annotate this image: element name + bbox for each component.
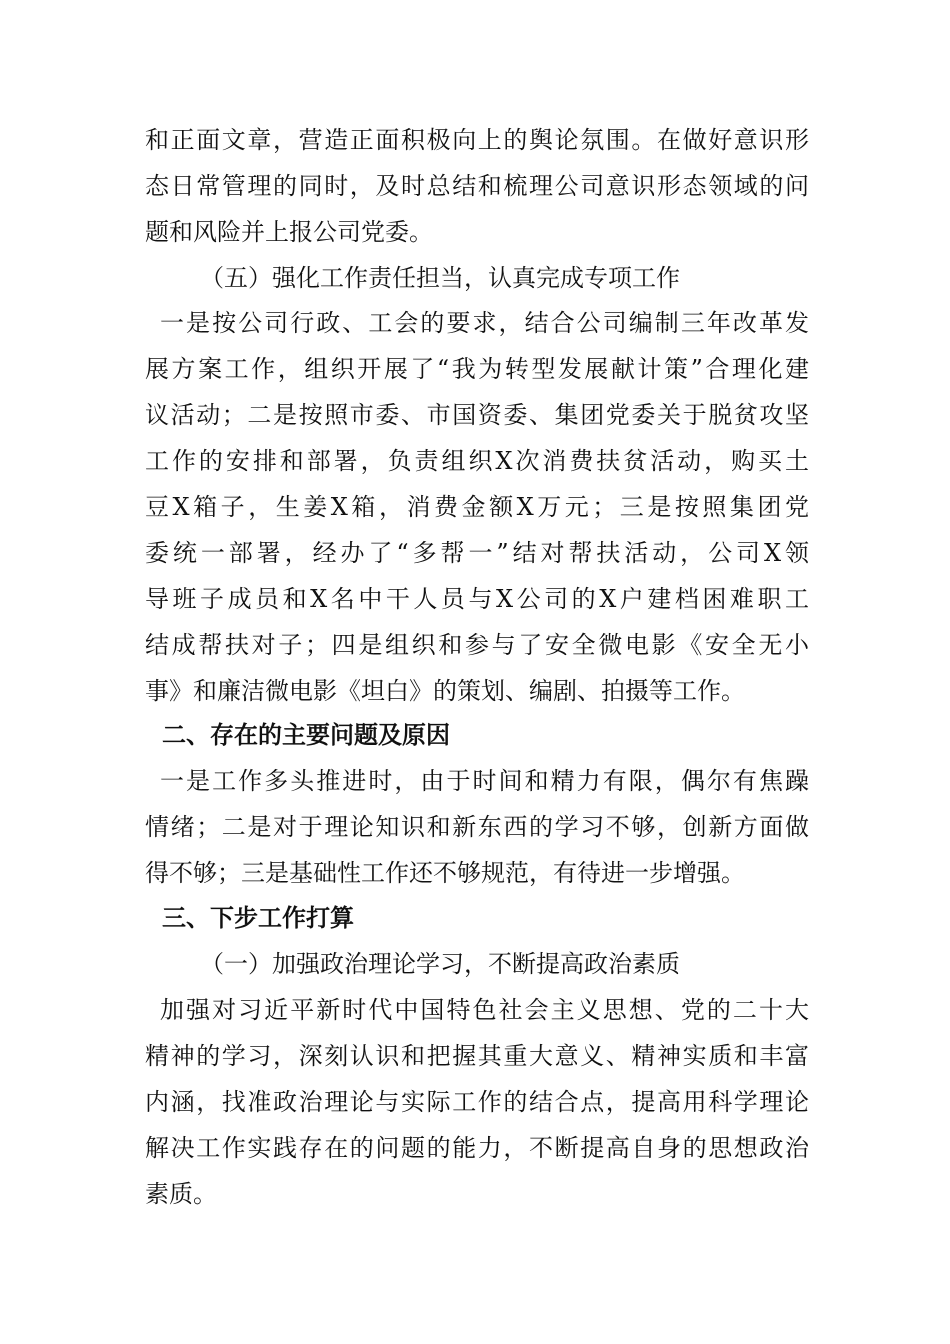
paragraph-line: 得不够；三是基础性工作还不够规范，有待进一步增强。 [145, 859, 745, 887]
paragraph-line: 豆X箱子，生姜X箱，消费金额X万元；三是按照集团党 [145, 493, 809, 521]
paragraph-line: 导班子成员和X名中干人员与X公司的X户建档困难职工 [145, 585, 809, 613]
paragraph-line: 素质。 [145, 1180, 217, 1208]
paragraph-line: 展方案工作，组织开展了“我为转型发展献计策”合理化建 [145, 355, 809, 383]
paragraph-line: 工作的安排和部署，负责组织X次消费扶贫活动，购买土 [145, 447, 809, 475]
paragraph-line: 题和风险并上报公司党委。 [145, 218, 433, 246]
paragraph-line: 加强对习近平新时代中国特色社会主义思想、党的二十大 [160, 996, 809, 1024]
paragraph-line: 委统一部署，经办了“多帮一”结对帮扶活动，公司X领 [145, 539, 809, 567]
paragraph-line: 解决工作实践存在的问题的能力，不断提高自身的思想政治 [145, 1134, 809, 1162]
paragraph-line: 情绪；二是对于理论知识和新东西的学习不够，创新方面做 [145, 813, 809, 841]
paragraph-line: 结成帮扶对子；四是组织和参与了安全微电影《安全无小 [145, 631, 809, 659]
section-heading: 二、存在的主要问题及原因 [162, 721, 450, 749]
subsection-heading: （一）加强政治理论学习，不断提高政治素质 [200, 950, 680, 978]
paragraph-line: 议活动；二是按照市委、市国资委、集团党委关于脱贫攻坚 [145, 401, 809, 429]
paragraph-line: 精神的学习，深刻认识和把握其重大意义、精神实质和丰富 [145, 1042, 809, 1070]
subsection-heading: （五）强化工作责任担当，认真完成专项工作 [200, 264, 680, 292]
paragraph-line: 一是工作多头推进时，由于时间和精力有限，偶尔有焦躁 [160, 767, 809, 795]
paragraph-line: 一是按公司行政、工会的要求，结合公司编制三年改革发 [160, 309, 809, 337]
paragraph-line: 和正面文章，营造正面积极向上的舆论氛围。在做好意识形 [145, 126, 809, 154]
paragraph-line: 内涵，找准政治理论与实际工作的结合点，提高用科学理论 [145, 1088, 809, 1116]
paragraph-line: 态日常管理的同时，及时总结和梳理公司意识形态领域的问 [145, 172, 809, 200]
section-heading: 三、下步工作打算 [162, 904, 354, 932]
paragraph-line: 事》和廉洁微电影《坦白》的策划、编剧、拍摄等工作。 [145, 677, 745, 705]
